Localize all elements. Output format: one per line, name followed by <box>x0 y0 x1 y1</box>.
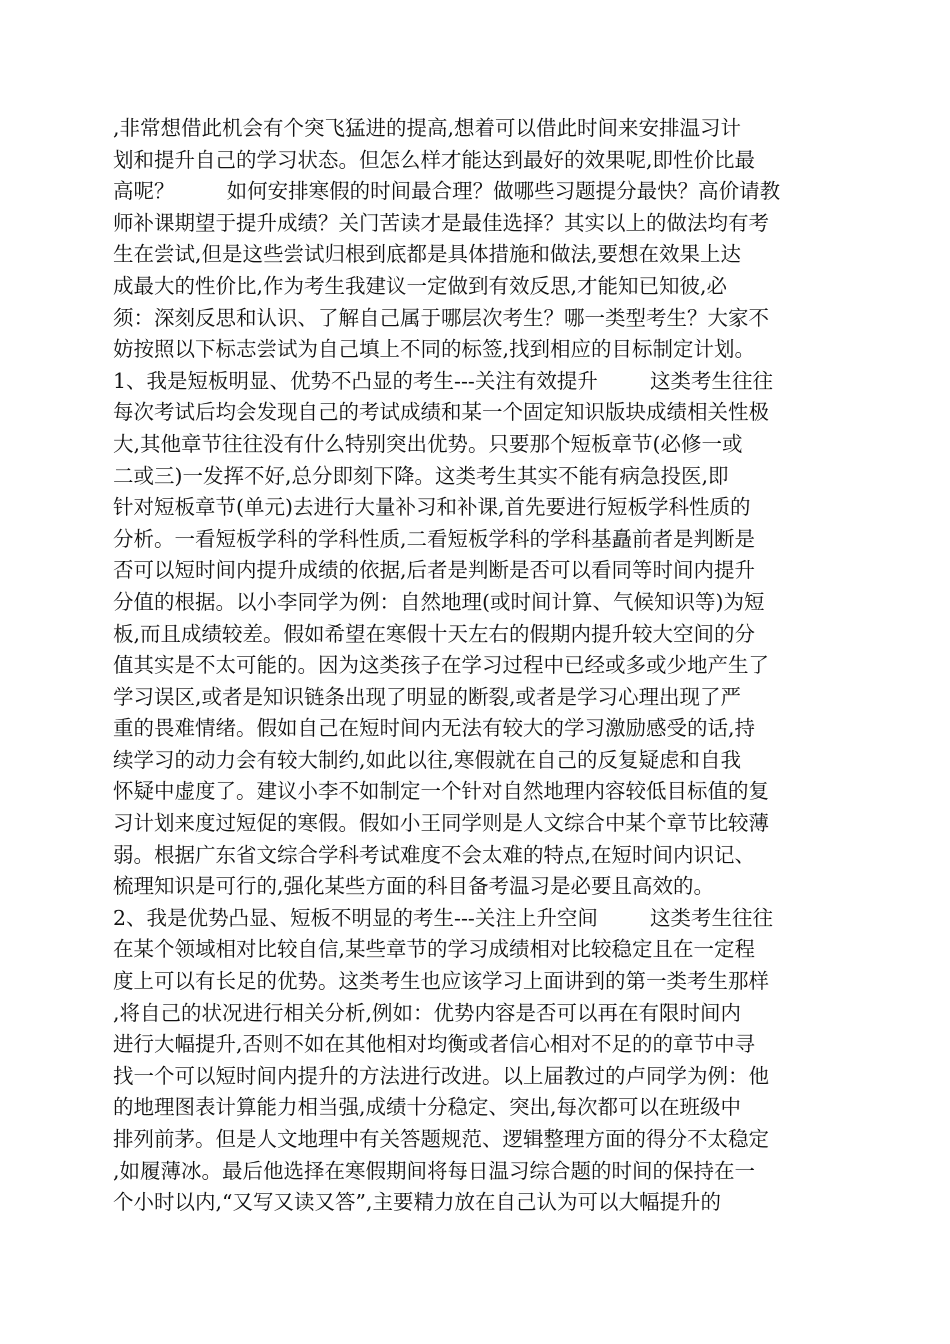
text-line: 须：深刻反思和认识、了解自己属于哪层次考生？哪一类型考生？大家不 <box>113 305 769 330</box>
text-line: 找一个可以短时间内提升的方法进行改进。以上届教过的卢同学为例：他 <box>113 1063 769 1088</box>
text-line: 生在尝试,但是这些尝试归根到底都是具体措施和做法,要想在效果上达 <box>113 242 742 267</box>
text-line: 每次考试后均会发现自己的考试成绩和某一个固定知识版块成绩相关性极 <box>113 400 769 425</box>
text-line: ,如履薄冰。最后他选择在寒假期间将每日温习综合题的时间的保持在一 <box>113 1158 756 1183</box>
text-line: 值其实是不太可能的。因为这类孩子在学习过程中已经或多或少地产生了 <box>113 653 769 678</box>
text-line: 妨按照以下标志尝试为自己填上不同的标签,找到相应的目标制定计划。 <box>113 337 756 362</box>
text-line: 板,而且成绩较差。假如希望在寒假十天左右的假期内提升较大空间的分 <box>113 621 756 646</box>
text-line: 个小时以内,“又写又读又答”,主要精力放在自己认为可以大幅提升的 <box>113 1190 721 1215</box>
text-line: 高呢？ 如何安排寒假的时间最合理？做哪些习题提分最快？高价请教 <box>113 179 781 204</box>
text-line: 否可以短时间内提升成绩的依据,后者是判断是否可以看同等时间内提升 <box>113 558 756 583</box>
text-line: ,非常想借此机会有个突飞猛进的提高,想着可以借此时间来安排温习计 <box>113 116 742 140</box>
text-line: 梳理知识是可行的,强化某些方面的科目备考温习是必要且高效的。 <box>113 874 715 899</box>
text-line: 进行大幅提升,否则不如在其他相对均衡或者信心相对不足的的章节中寻 <box>113 1032 756 1057</box>
text-line: 弱。根据广东省文综合学科考试难度不会太难的特点,在短时间内识记、 <box>113 842 756 867</box>
text-line: 成最大的性价比,作为考生我建议一定做到有效反思,才能知已知彼,必 <box>113 273 728 298</box>
text-line: ,将自己的状况进行相关分析,例如：优势内容是否可以再在有限时间内 <box>113 1000 742 1025</box>
text-line: 怀疑中虚度了。建议小李不如制定一个针对自然地理内容较低目标值的复 <box>113 779 769 804</box>
text-line: 习计划来度过短促的寒假。假如小王同学则是人文综合中某个章节比较薄 <box>113 811 769 836</box>
text-line: 大,其他章节往往没有什么特别突出优势。只要那个短板章节(必修一或 <box>113 431 743 456</box>
text-line: 重的畏难情绪。假如自己在短时间内无法有较大的学习激励感受的话,持 <box>113 716 756 741</box>
text-line: 学习误区,或者是知识链条出现了明显的断裂,或者是学习心理出现了严 <box>113 684 742 709</box>
text-line: 针对短板章节(单元)去进行大量补习和补课,首先要进行短板学科性质的 <box>113 495 751 520</box>
section-heading-1: 1、我是短板明显、优势不凸显的考生---关注有效提升 这类考生往往 <box>113 368 773 393</box>
text-line: 排列前茅。但是人文地理中有关答题规范、逻辑整理方面的得分不太稳定 <box>113 1127 769 1151</box>
text-line: 师补课期望于提升成绩？关门苦读才是最佳选择？其实以上的做法均有考 <box>113 210 769 235</box>
text-line: 分值的根据。以小李同学为例：自然地理(或时间计算、气候知识等)为短 <box>113 589 765 614</box>
text-line: 分析。一看短板学科的学科性质,二看短板学科的学科基矗前者是判断是 <box>113 526 756 551</box>
text-line: 在某个领域相对比较自信,某些章节的学习成绩相对比较稳定且在一定程 <box>113 937 756 962</box>
section-heading-2: 2、我是优势凸显、短板不明显的考生---关注上升空间 这类考生往往 <box>113 905 773 930</box>
text-line: 度上可以有长足的优势。这类考生也应该学习上面讲到的第一类考生那样 <box>113 969 769 994</box>
text-line: 的地理图表计算能力相当强,成绩十分稳定、突出,每次都可以在班级中 <box>113 1095 742 1120</box>
text-line: 续学习的动力会有较大制约,如此以往,寒假就在自己的反复疑虑和自我 <box>113 747 742 772</box>
document-body <box>113 113 843 1219</box>
text-line: 划和提升自己的学习状态。但怎么样才能达到最好的效果呢,即性价比最 <box>113 147 756 172</box>
text-line: 二或三)一发挥不好,总分即刻下降。这类考生其实不能有病急投医,即 <box>113 463 729 488</box>
